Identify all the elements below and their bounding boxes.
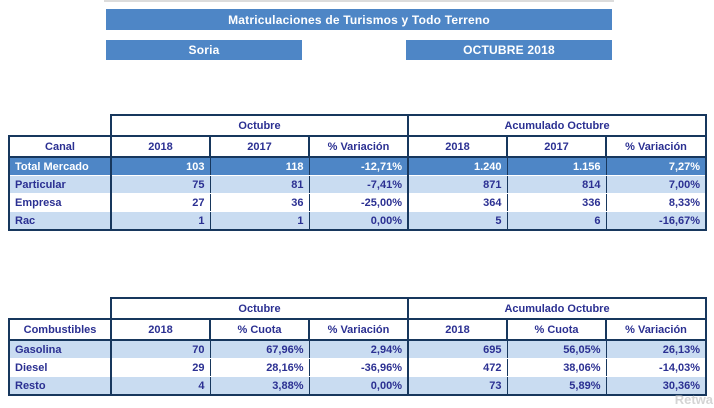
cell: 364 [408,194,507,212]
cell: 6 [507,212,606,231]
cell: 4 [111,377,210,396]
cell: 2,94% [309,340,408,359]
table-row-particular [9,176,706,194]
col-header: % Variación [606,319,706,340]
cell: 28,16% [210,359,309,377]
cell: 103 [111,157,210,176]
combustibles-table [8,297,707,396]
cell: 36 [210,194,309,212]
cell: 1 [111,212,210,231]
col-header: 2018 [408,319,507,340]
col-header: 2018 [111,319,210,340]
group-header-row [9,115,706,136]
table-row-empresa [9,194,706,212]
cell: 472 [408,359,507,377]
group-header-octubre: Octubre [111,298,408,319]
canal-table [8,114,707,231]
cell: 118 [210,157,309,176]
watermark-text: Retwa [674,392,713,407]
col-header: % Variación [606,136,706,157]
cell: 1.156 [507,157,606,176]
cell: 871 [408,176,507,194]
cell: 73 [408,377,507,396]
cell: 70 [111,340,210,359]
cell: 26,13% [606,340,706,359]
cell: 81 [210,176,309,194]
cell: 0,00% [309,377,408,396]
cell: 56,05% [507,340,606,359]
table-row-total-mercado [9,157,706,176]
column-header-row [9,136,706,157]
cell: 814 [507,176,606,194]
group-header-acumulado: Acumulado Octubre [408,298,706,319]
table-row-rac [9,212,706,231]
col-header: 2017 [507,136,606,157]
row-label: Rac [9,212,111,231]
group-header-row [9,298,706,319]
column-header-row [9,319,706,340]
cell: -36,96% [309,359,408,377]
cell: 8,33% [606,194,706,212]
row-label: Diesel [9,359,111,377]
cell: 7,00% [606,176,706,194]
cell: 1.240 [408,157,507,176]
region-badge: Soria [106,40,302,60]
period-badge: OCTUBRE 2018 [406,40,612,60]
cell: 29 [111,359,210,377]
col-header: 2018 [111,136,210,157]
cell: 30,36% [606,377,706,396]
col-header: % Cuota [507,319,606,340]
cell: -25,00% [309,194,408,212]
cell: -12,71% [309,157,408,176]
group-header-octubre: Octubre [111,115,408,136]
cell: 3,88% [210,377,309,396]
table-row-diesel [9,359,706,377]
cell: -16,67% [606,212,706,231]
cell: 695 [408,340,507,359]
col-header-combustibles: Combustibles [9,319,111,340]
cell: 1 [210,212,309,231]
cell: 7,27% [606,157,706,176]
col-header: % Variación [309,319,408,340]
cell: 75 [111,176,210,194]
row-label: Particular [9,176,111,194]
top-divider [104,0,614,2]
col-header: 2017 [210,136,309,157]
cell: 5,89% [507,377,606,396]
col-header: % Variación [309,136,408,157]
table-row-gasolina [9,340,706,359]
cell: 0,00% [309,212,408,231]
cell: -14,03% [606,359,706,377]
cell: 27 [111,194,210,212]
cell: -7,41% [309,176,408,194]
group-header-acumulado: Acumulado Octubre [408,115,706,136]
row-label: Resto [9,377,111,396]
empty-corner-cell [9,298,111,319]
cell: 67,96% [210,340,309,359]
row-label: Gasolina [9,340,111,359]
report-title: Matriculaciones de Turismos y Todo Terreno [106,9,612,30]
row-label: Total Mercado [9,157,111,176]
cell: 38,06% [507,359,606,377]
col-header: 2018 [408,136,507,157]
cell: 336 [507,194,606,212]
col-header-canal: Canal [9,136,111,157]
empty-corner-cell [9,115,111,136]
cell: 5 [408,212,507,231]
row-label: Empresa [9,194,111,212]
col-header: % Cuota [210,319,309,340]
table-row-resto [9,377,706,396]
